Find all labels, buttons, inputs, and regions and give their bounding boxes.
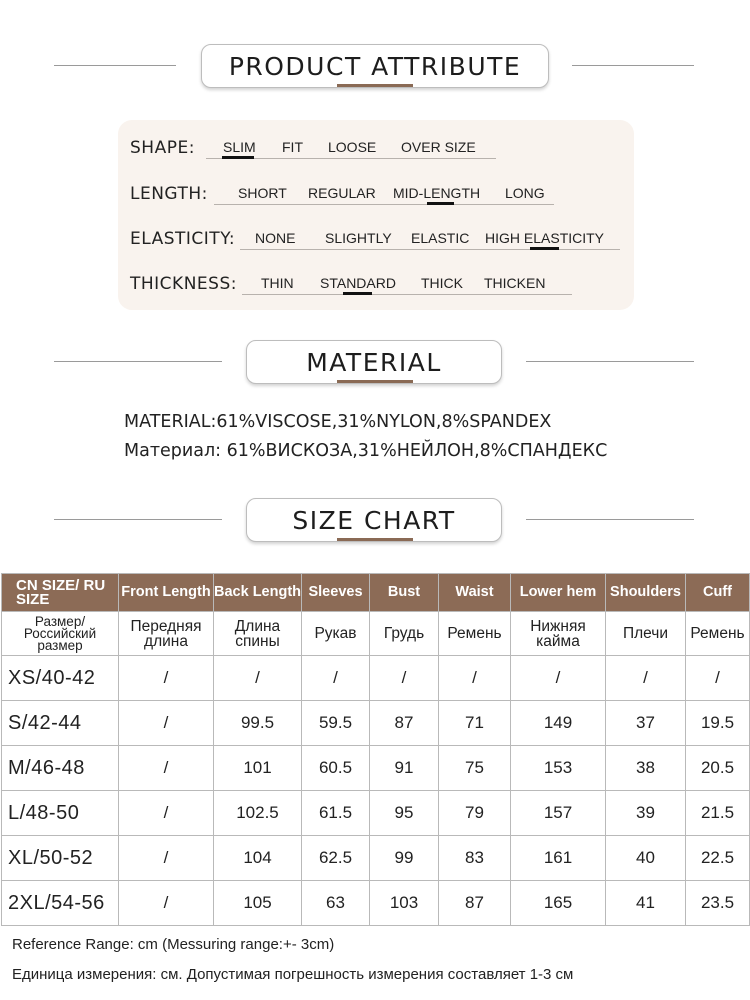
attr-option: THIN	[261, 275, 294, 291]
table-cell: 19.5	[686, 701, 750, 746]
table-cell: 71	[439, 701, 511, 746]
table-cell: Back Length	[214, 574, 302, 612]
table-cell: /	[119, 701, 214, 746]
size-label-cell: Размер/ Российский размер	[2, 612, 119, 656]
attr-rule	[240, 249, 620, 250]
size-label-cell: 2XL/54-56	[2, 881, 119, 926]
table-cell: /	[119, 881, 214, 926]
table-cell: /	[119, 656, 214, 701]
table-row	[2, 791, 750, 836]
section-title: MATERIAL	[246, 340, 502, 384]
table-cell: 63	[302, 881, 370, 926]
attr-row-shape	[118, 124, 634, 164]
divider-line-left	[54, 361, 222, 362]
title-underline	[337, 538, 413, 541]
attr-rule	[214, 204, 554, 205]
table-cell: Waist	[439, 574, 511, 612]
selected-marker	[222, 156, 254, 159]
size-label-cell: CN SIZE/ RU SIZE	[2, 574, 119, 612]
product-attribute-header	[0, 44, 750, 88]
table-cell: 40	[606, 836, 686, 881]
attr-option: HIGH ELASTICITY	[485, 230, 605, 246]
table-cell: Ремень	[686, 612, 750, 656]
table-cell: Shoulders	[606, 574, 686, 612]
unit-note-ru: Единица измерения: см. Допустимая погрешность измерения составляет 1-3 см	[12, 966, 574, 983]
table-cell: /	[302, 656, 370, 701]
divider-line-left	[54, 519, 222, 520]
section-title: PRODUCT ATTRIBUTE	[201, 44, 549, 88]
size-table	[1, 573, 750, 926]
table-cell: 95	[370, 791, 439, 836]
table-cell: Длина спины	[214, 612, 302, 656]
attr-option: SHORT	[238, 185, 287, 201]
table-cell: Bust	[370, 574, 439, 612]
table-cell: 60.5	[302, 746, 370, 791]
table-cell: 37	[606, 701, 686, 746]
table-cell: 23.5	[686, 881, 750, 926]
table-cell: Lower hem	[511, 574, 606, 612]
attr-label: SHAPE:	[130, 138, 195, 158]
selected-marker	[343, 292, 372, 295]
table-cell: 61.5	[302, 791, 370, 836]
table-cell: 20.5	[686, 746, 750, 791]
table-cell: 87	[439, 881, 511, 926]
attr-option: SLIGHTLY	[325, 230, 392, 246]
attr-label: ELASTICITY:	[130, 229, 236, 249]
attr-label: THICKNESS:	[130, 274, 237, 294]
table-cell: 153	[511, 746, 606, 791]
table-cell: /	[439, 656, 511, 701]
size-chart-header	[0, 498, 750, 542]
attr-option: FIT	[282, 139, 303, 155]
table-header-row-ru	[2, 612, 750, 656]
table-cell: Грудь	[370, 612, 439, 656]
attr-option: LOOSE	[328, 139, 377, 155]
table-row	[2, 701, 750, 746]
attr-option: THICKEN	[484, 275, 546, 291]
size-label-cell: XL/50-52	[2, 836, 119, 881]
table-row	[2, 656, 750, 701]
table-cell: 165	[511, 881, 606, 926]
attr-option: SLIM	[223, 139, 256, 155]
table-cell: 99.5	[214, 701, 302, 746]
table-cell: 91	[370, 746, 439, 791]
attr-row-elasticity	[118, 215, 634, 255]
table-cell: Передняя длина	[119, 612, 214, 656]
table-cell: 99	[370, 836, 439, 881]
attr-option: LONG	[505, 185, 545, 201]
material-en: MATERIAL:61%VISCOSE,31%NYLON,8%SPANDEX	[124, 412, 552, 432]
table-cell: /	[119, 836, 214, 881]
table-row	[2, 836, 750, 881]
table-cell: Ремень	[439, 612, 511, 656]
table-row	[2, 881, 750, 926]
size-label-cell: XS/40-42	[2, 656, 119, 701]
divider-line-right	[572, 65, 694, 66]
table-cell: /	[119, 746, 214, 791]
table-cell: /	[214, 656, 302, 701]
table-cell: 59.5	[302, 701, 370, 746]
reference-range-note: Reference Range: cm (Messuring range:+- 3cm)	[12, 936, 335, 953]
attr-rule	[242, 294, 572, 295]
attribute-panel	[118, 120, 634, 310]
table-cell: 87	[370, 701, 439, 746]
selected-marker	[427, 202, 454, 205]
attr-option: ELASTIC	[411, 230, 470, 246]
divider-line-left	[54, 65, 176, 66]
attr-option: MID-LENGTH	[393, 185, 481, 201]
table-cell: 149	[511, 701, 606, 746]
table-cell: Front Length	[119, 574, 214, 612]
table-cell: 101	[214, 746, 302, 791]
material-ru: Материал: 61%ВИСКОЗА,31%НЕЙЛОН,8%СПАНДЕКС	[124, 441, 608, 461]
size-label-cell: S/42-44	[2, 701, 119, 746]
material-header	[0, 340, 750, 384]
table-cell: /	[119, 791, 214, 836]
attr-label: LENGTH:	[130, 184, 208, 204]
table-cell: 104	[214, 836, 302, 881]
title-underline	[337, 84, 413, 87]
table-cell: 38	[606, 746, 686, 791]
table-cell: 79	[439, 791, 511, 836]
attr-option: THICK	[421, 275, 463, 291]
table-cell: 105	[214, 881, 302, 926]
table-cell: 21.5	[686, 791, 750, 836]
table-cell: 41	[606, 881, 686, 926]
table-cell: 83	[439, 836, 511, 881]
attr-option: REGULAR	[308, 185, 376, 201]
size-label-cell: M/46-48	[2, 746, 119, 791]
divider-line-right	[526, 519, 694, 520]
size-label-cell: L/48-50	[2, 791, 119, 836]
table-header-row-en	[2, 574, 750, 612]
table-cell: 62.5	[302, 836, 370, 881]
selected-marker	[530, 247, 559, 250]
table-cell: 22.5	[686, 836, 750, 881]
table-cell: 161	[511, 836, 606, 881]
table-cell: Cuff	[686, 574, 750, 612]
table-cell: 39	[606, 791, 686, 836]
attr-row-length	[118, 170, 634, 210]
table-cell: /	[606, 656, 686, 701]
table-row	[2, 746, 750, 791]
table-cell: 75	[439, 746, 511, 791]
table-cell: Рукав	[302, 612, 370, 656]
table-cell: 102.5	[214, 791, 302, 836]
table-cell: Нижняя кайма	[511, 612, 606, 656]
attr-option: STANDARD	[320, 275, 396, 291]
table-cell: 157	[511, 791, 606, 836]
table-cell: /	[686, 656, 750, 701]
attr-option: NONE	[255, 230, 296, 246]
table-cell: Плечи	[606, 612, 686, 656]
attr-option: OVER SIZE	[401, 139, 476, 155]
table-cell: Sleeves	[302, 574, 370, 612]
title-underline	[337, 380, 413, 383]
attr-row-thickness	[118, 260, 634, 300]
table-cell: /	[370, 656, 439, 701]
divider-line-right	[526, 361, 694, 362]
table-cell: /	[511, 656, 606, 701]
table-cell: 103	[370, 881, 439, 926]
section-title: SIZE CHART	[246, 498, 502, 542]
